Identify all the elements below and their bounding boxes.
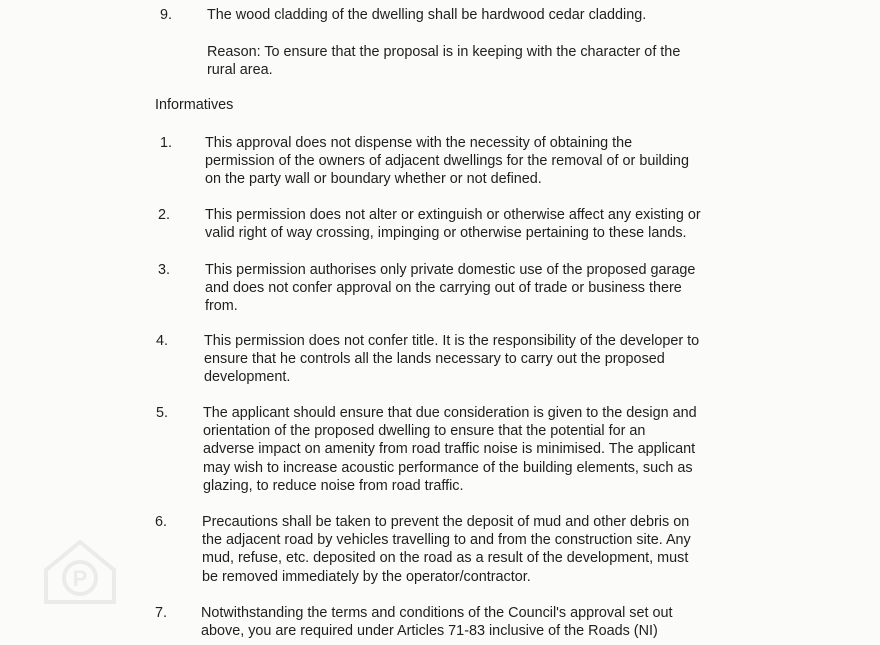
informative-text (201, 604, 673, 640)
informative-line: Precautions shall be taken to prevent the deposit of mud and other debris on (202, 514, 690, 530)
informative-line: adverse impact on amenity from road traffic noise is minimised. The applicant (203, 441, 696, 458)
informative-number: 3. (158, 262, 171, 278)
informative-line: ensure that he controls all the lands necessary to carry out the proposed (204, 351, 665, 368)
property-pal-logo-icon (40, 536, 120, 606)
informative-number: 7. (155, 605, 168, 621)
condition-9-number: 9. (160, 7, 173, 23)
informative-line: valid right of way crossing, impinging or otherwise pertaining to these lands. (205, 225, 687, 242)
informative-line: glazing, to reduce noise from road traffic. (203, 477, 464, 494)
informative-line: The applicant should ensure that due consideration is given to the design and (203, 405, 697, 421)
condition-9-line: The wood cladding of the dwelling shall be hardwood cedar cladding. (207, 7, 647, 23)
informative-text (204, 332, 699, 387)
informative-line: the adjacent road by vehicles travelling to and from the construction site. Any (202, 532, 691, 549)
condition-9-reason (207, 43, 680, 79)
informative-line: above, you are required under Articles 71-83 inclusive of the Roads (NI) (201, 623, 658, 640)
informative-line: may wish to increase acoustic performance of the building elements, such as (203, 459, 693, 476)
informative-text (205, 134, 689, 189)
informative-line: be removed immediately by the operator/contractor. (202, 568, 531, 585)
informative-text (205, 261, 695, 316)
informative-number: 4. (156, 333, 169, 349)
informative-number: 2. (158, 207, 171, 223)
informative-text (202, 513, 691, 586)
informative-line: This permission authorises only private domestic use of the proposed garage (205, 262, 696, 278)
informative-line: and does not confer approval on the carrying out of trade or business there (205, 280, 682, 297)
informatives-heading: Informatives (155, 97, 234, 113)
informative-line: This permission does not confer title. It is the responsibility of the developer to (204, 333, 700, 349)
informative-line: orientation of the proposed dwelling to ensure that the potential for an (203, 423, 646, 440)
watermark-letter: P (72, 566, 88, 591)
informative-line: This permission does not alter or extinguish or otherwise affect any existing or (205, 207, 701, 223)
informative-line: development. (204, 369, 291, 386)
informative-number: 6. (155, 514, 168, 530)
informative-number: 1. (160, 135, 173, 151)
informative-line: Notwithstanding the terms and conditions of the Council's approval set out (201, 605, 673, 621)
condition-9-text (207, 6, 646, 24)
informative-line: mud, refuse, etc. deposited on the road as a result of the development, must (202, 550, 689, 567)
condition-9-reason-line: Reason: To ensure that the proposal is in keeping with the character of the (207, 44, 681, 60)
informative-text (203, 404, 697, 495)
informative-number: 5. (156, 405, 169, 421)
informative-text (205, 206, 701, 242)
condition-9-reason-line: rural area. (207, 62, 273, 79)
informative-line: This approval does not dispense with the necessity of obtaining the (205, 135, 633, 151)
informative-line: on the party wall or boundary whether or not defined. (205, 171, 542, 188)
informative-line: from. (205, 298, 238, 315)
informative-line: permission of the owners of adjacent dwellings for the removal of or building (205, 153, 689, 170)
